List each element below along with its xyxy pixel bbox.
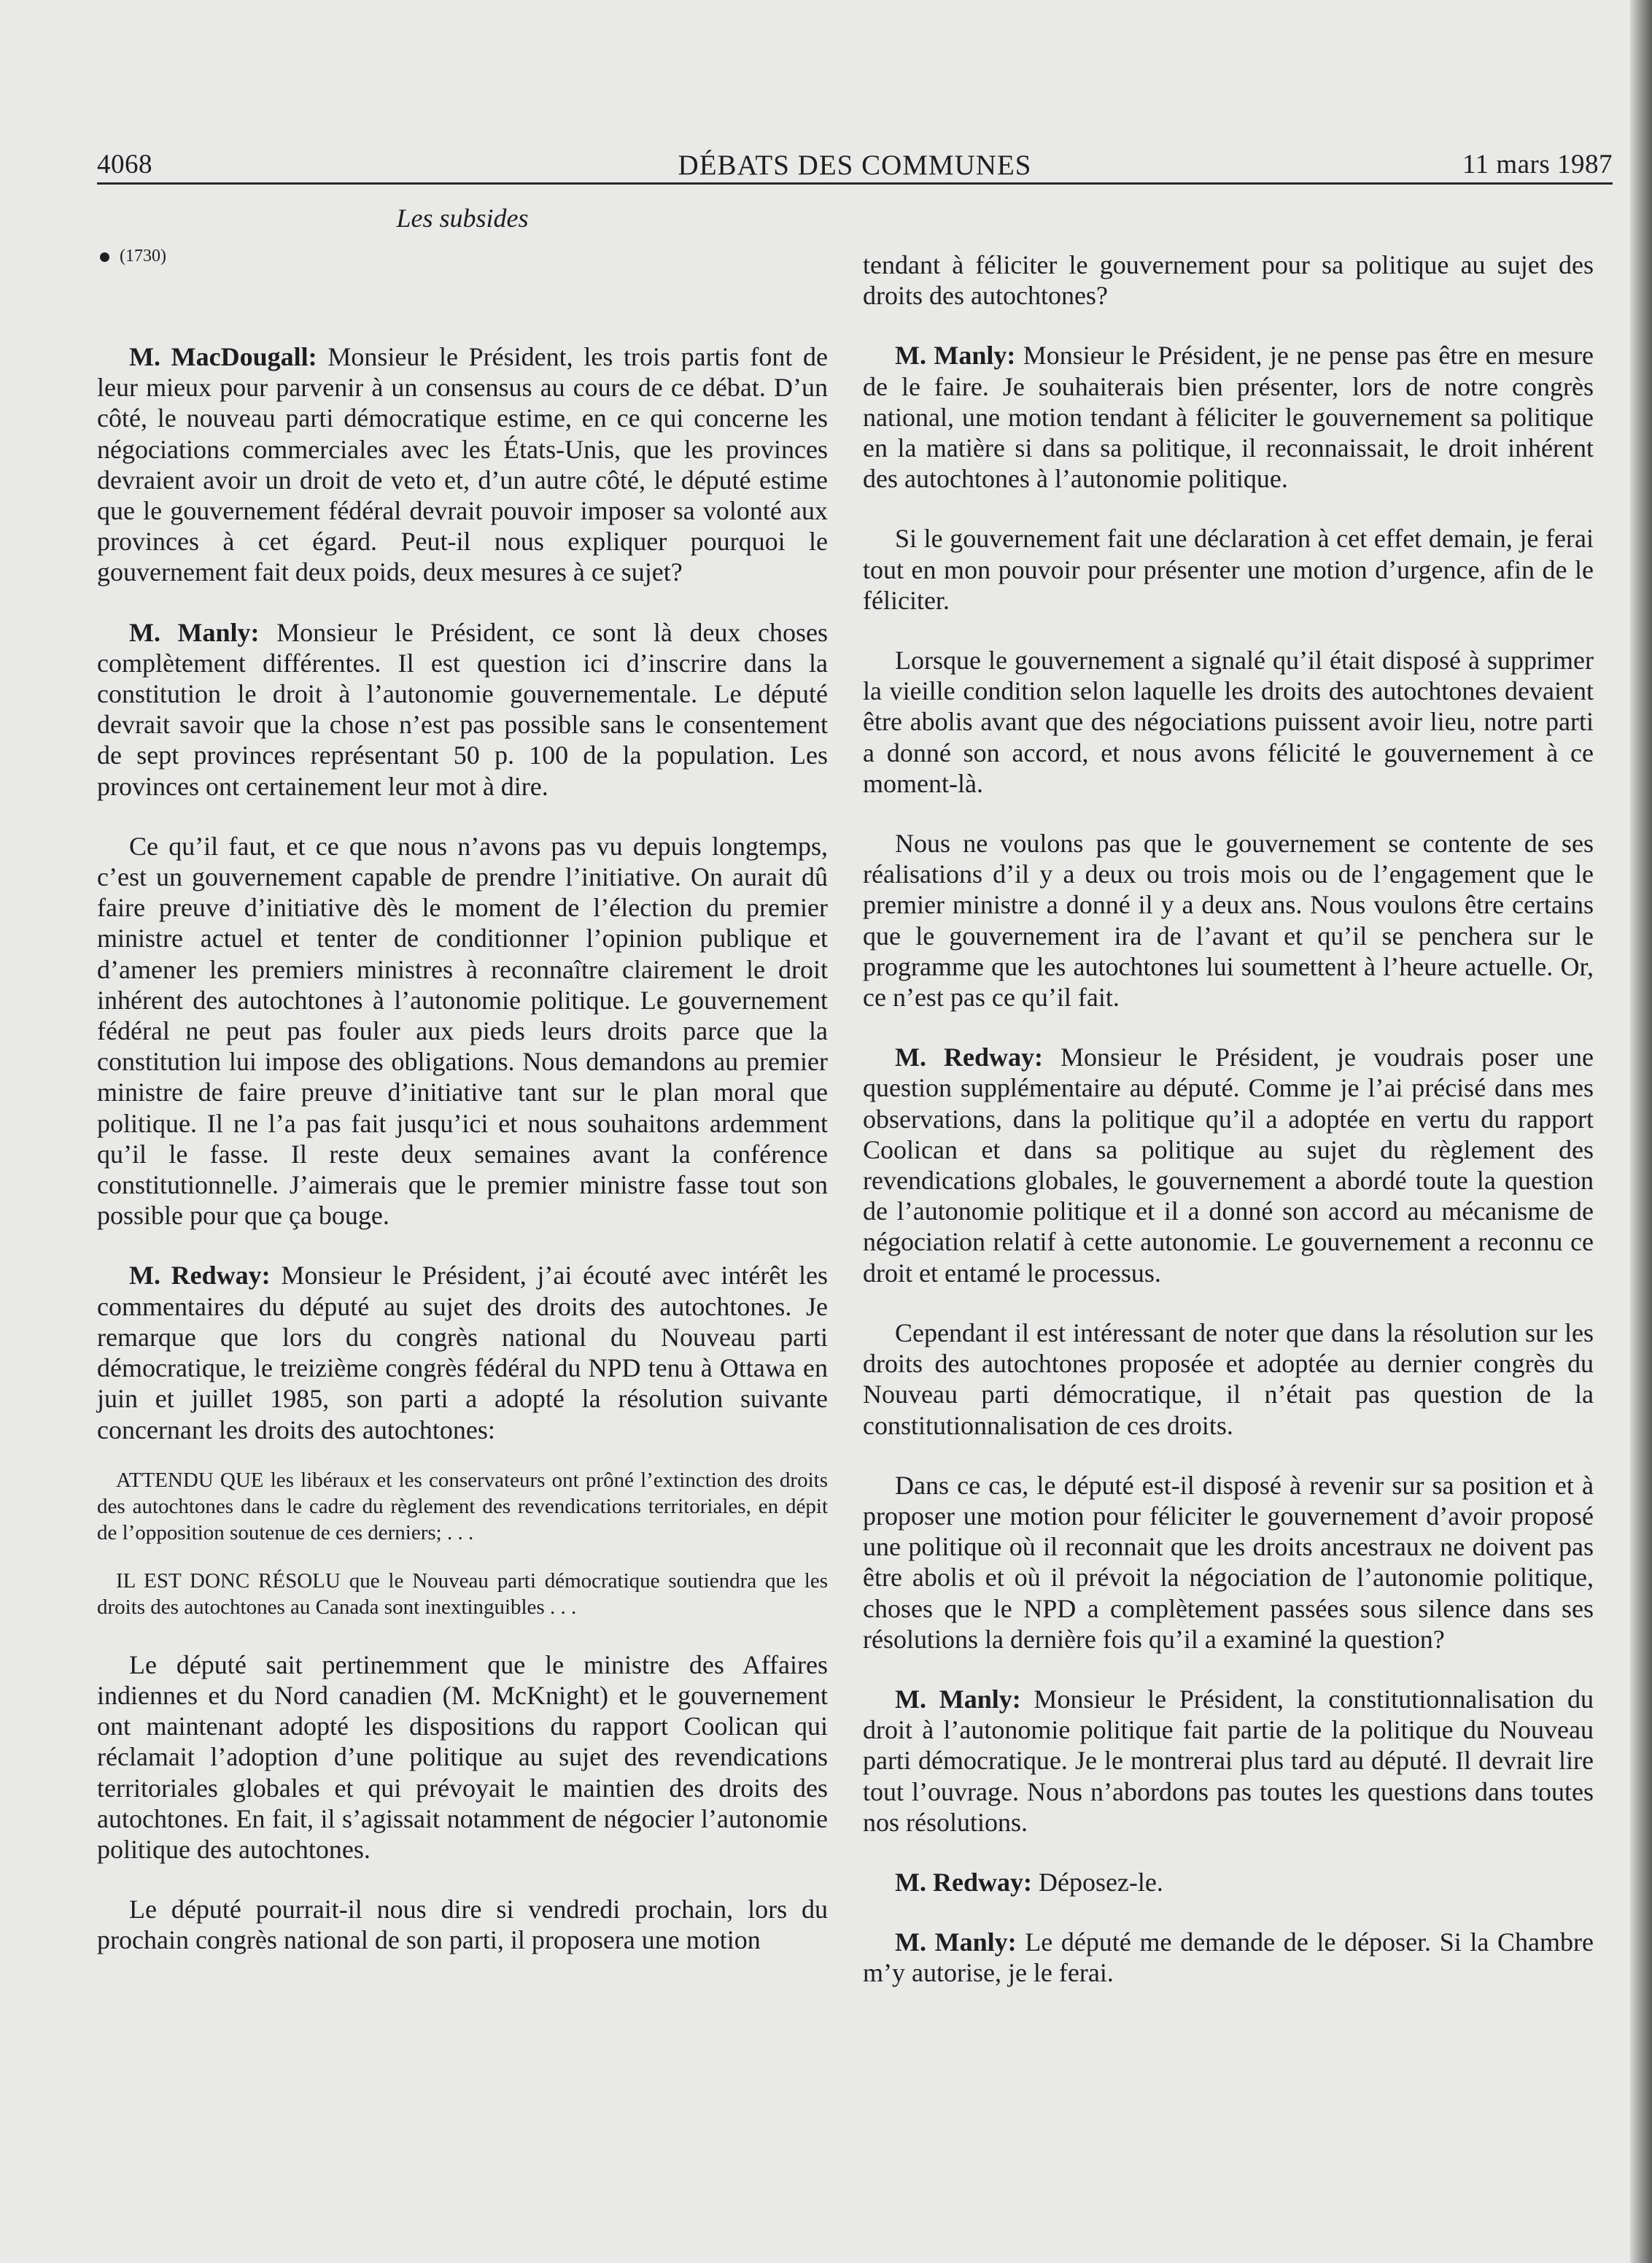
paragraph-text: Nous ne voulons pas que le gouvernement se contente de ses réalisations d’il y a deux ou trois mois ou de l’engagement que le premier ministre a donné il y a deux ans. Nous voulons être certains que le gouvernement ira de l’avant et qu’il se penchera sur le programme que les autochtones lui soumettent à l’heure actuelle. Or, ce n’est pas ce qu’il fait.	[863, 829, 1594, 1013]
quote-text: que le Nouveau parti démocratique soutiendra que les droits des autochtones au Canada sont inextinguibles . . .	[97, 1568, 828, 1619]
quote-text: les libéraux et les conservateurs ont prôné l’extinction des droits des autochtones dans le cadre du règlement des revendications territoriales, en dépit de l’opposition soutenue de ces derniers; . . .	[97, 1468, 828, 1544]
quoted-resolution	[97, 1467, 828, 1546]
speaker-name: M. Manly:	[129, 617, 260, 647]
paragraph-text: Le député me demande de le déposer. Si la Chambre m’y autorise, je le ferai.	[863, 1927, 1594, 1988]
quote-lead: ATTENDU QUE	[116, 1468, 264, 1492]
right-column	[863, 249, 1594, 2018]
left-column	[97, 341, 828, 1985]
paragraph	[97, 617, 828, 802]
paragraph-text: Déposez-le.	[1031, 1867, 1163, 1897]
paragraph	[97, 831, 828, 1231]
speaker-name: M. Redway:	[895, 1867, 1032, 1897]
paragraph	[863, 1684, 1594, 1838]
paragraph-text: Monsieur le Président, j’ai écouté avec intérêt les commentaires du député au sujet des droits des autochtones. Je remarque que lors du congrès national du Nouveau parti démocratique, le treizième congrès fédéral du NPD tenu à Ottawa en juin et juillet 1985, son parti a adopté la résolution suivante concernant les droits des autochtones:	[97, 1261, 829, 1444]
paragraph	[97, 1260, 828, 1444]
paragraph-text: Cependant il est intéressant de noter que dans la résolution sur les droits des autochtones proposée et adoptée au dernier congrès du Nouveau parti démocratique, il n’était pas question de la constitutionnalisation de ces droits.	[863, 1318, 1594, 1440]
speaker-name: M. Manly:	[895, 1684, 1021, 1714]
paragraph-text: Monsieur le Président, je voudrais poser une question supplémentaire au député. Comme je l’ai précisé dans mes observations, dans la politique qu’il a adoptée en vertu du rapport Coolican et dans sa politique au sujet du règlement des revendications globales, le gouvernement a abordé toute la question de l’autonomie politique et il a donné son accord au mécanisme de négociation relatif à cette autonomie. Le gouvernement a reconnu ce droit et entamé le processus.	[863, 1042, 1594, 1288]
page-date: 11 mars 1987	[1462, 150, 1613, 179]
paragraph-text: Monsieur le Président, ce sont là deux choses complètement différentes. Il est question ici d’inscrire dans la constitution le droit à l’autonomie gouvernementale. Le député devrait savoir que la chose n’est pas possible sans le consentement de sept provinces représentant 50 p. 100 de la population. Les provinces ont certainement leur mot à dire.	[97, 617, 828, 801]
speaker-name: M. Manly:	[895, 341, 1016, 371]
page-title: DÉBATS DES COMMUNES	[678, 150, 1032, 181]
page-header	[97, 143, 1613, 181]
paragraph	[863, 645, 1594, 799]
speaker-name: M. MacDougall:	[129, 342, 317, 371]
paragraph	[863, 828, 1594, 1013]
paragraph	[97, 341, 828, 588]
speaker-name: M. Manly:	[895, 1927, 1017, 1957]
speaker-name: M. Redway:	[895, 1042, 1043, 1072]
paragraph-text: Monsieur le Président, les trois partis font de leur mieux pour parvenir à un consensus au cours de ce débat. D’un côté, le nouveau parti démocratique estime, en ce qui concerne les négociations commerciales avec les États-Unis, que les provinces devraient avoir un droit de veto et, d’un autre côté, le député estime que le gouvernement fédéral devrait pouvoir imposer sa volonté aux provinces à cet égard. Peut-il nous expliquer pourquoi le gouvernement fait deux poids, deux mesures à ce sujet?	[97, 342, 829, 587]
paragraph-text: Ce qu’il faut, et ce que nous n’avons pas vu depuis longtemps, c’est un gouvernement capable de prendre l’initiative. On aurait dû faire preuve d’initiative dès le moment de l’élection du premier ministre actuel et tenter de conditionner l’opinion publique et d’amener les premiers ministres à reconnaître clairement le droit inhérent des autochtones à l’autonomie politique. Le gouvernement fédéral ne peut pas fouler aux pieds leurs droits parce que la constitution lui impose des obligations. Nous demandons au premier ministre de faire preuve d’initiative tant sur le plan moral que politique. Il ne l’a pas fait jusqu’ici et nous souhaitons ardemment qu’il le fasse. Il reste deux semaines avant la conférence constitutionnelle. J’aimerais que le premier ministre fasse tout son possible pour que ça bouge.	[97, 831, 828, 1231]
paragraph	[863, 523, 1594, 616]
quote-lead: IL EST DONC RÉSOLU	[116, 1568, 341, 1593]
paragraph-text: Le député sait pertinemment que le ministre des Affaires indiennes et du Nord canadien (M. McKnight) et le gouvernement ont maintenant adopté les dispositions du rapport Coolican qui réclamait l’adoption d’une politique au sujet des revendications territoriales globales et qui prévoyait le maintien des droits des autochtones. En fait, il s’agissait notamment de négocier l’autonomie politique des autochtones.	[97, 1649, 828, 1864]
paragraph	[863, 249, 1594, 311]
timestamp-text: (1730)	[120, 247, 166, 266]
paragraph-text: Si le gouvernement fait une déclaration à cet effet demain, je ferai tout en mon pouvoir pour présenter une motion d’urgence, afin de le féliciter.	[863, 524, 1594, 615]
section-title: Les subsides	[396, 204, 529, 233]
paragraph-text: Lorsque le gouvernement a signalé qu’il était disposé à supprimer la vieille condition selon laquelle les droits des autochtones devaient être abolis avant que des négociations puissent avoir lieu, notre parti a donné son accord, et nous avons félicité le gouvernement à ce moment-là.	[863, 646, 1594, 798]
paragraph-text: Monsieur le Président, la constitutionnalisation du droit à l’autonomie politique fait partie de la politique du Nouveau parti démocratique. Je le montrerai plus tard au député. Il devrait lire tout l’ouvrage. Nous n’abordons pas toutes les questions dans toutes nos résolutions.	[863, 1684, 1594, 1837]
paragraph	[97, 1649, 828, 1865]
page-edge	[1630, 0, 1652, 2263]
bullet-icon	[100, 252, 109, 262]
paragraph-text: Dans ce cas, le député est-il disposé à revenir sur sa position et à proposer une motion pour féliciter le gouvernement d’avoir proposé une politique où il reconnait que les droits ancestraux ne doivent pas être abolis et où il prévoit la négociation de l’autonomie politique, choses que le NPD a complètement passées sous silence dans ses résolutions la dernière fois qu’il a examiné la question?	[863, 1470, 1594, 1654]
header-rule	[97, 182, 1613, 185]
timestamp	[100, 247, 166, 266]
paragraph	[863, 340, 1594, 494]
paragraph	[863, 1318, 1594, 1441]
paragraph	[863, 1470, 1594, 1655]
paragraph	[97, 1894, 828, 1955]
paragraph-text: Monsieur le Président, je ne pense pas être en mesure de le faire. Je souhaiterais bien présenter, lors de notre congrès national, une motion tendant à féliciter le gouvernement sa politique en la matière si dans sa politique, il reconnaissait, le droit inhérent des autochtones à l’autonomie politique.	[863, 341, 1594, 494]
page-number: 4068	[97, 150, 152, 179]
paragraph	[863, 1867, 1594, 1898]
paragraph-text: tendant à féliciter le gouvernement pour sa politique au sujet des droits des autochtones?	[863, 250, 1594, 311]
speaker-name: M. Redway:	[129, 1261, 271, 1291]
quoted-resolution	[97, 1568, 828, 1620]
paragraph-text: Le député pourrait-il nous dire si vendredi prochain, lors du prochain congrès national de son parti, il proposera une motion	[97, 1895, 828, 1955]
paragraph	[863, 1927, 1594, 1988]
paragraph	[863, 1042, 1594, 1288]
